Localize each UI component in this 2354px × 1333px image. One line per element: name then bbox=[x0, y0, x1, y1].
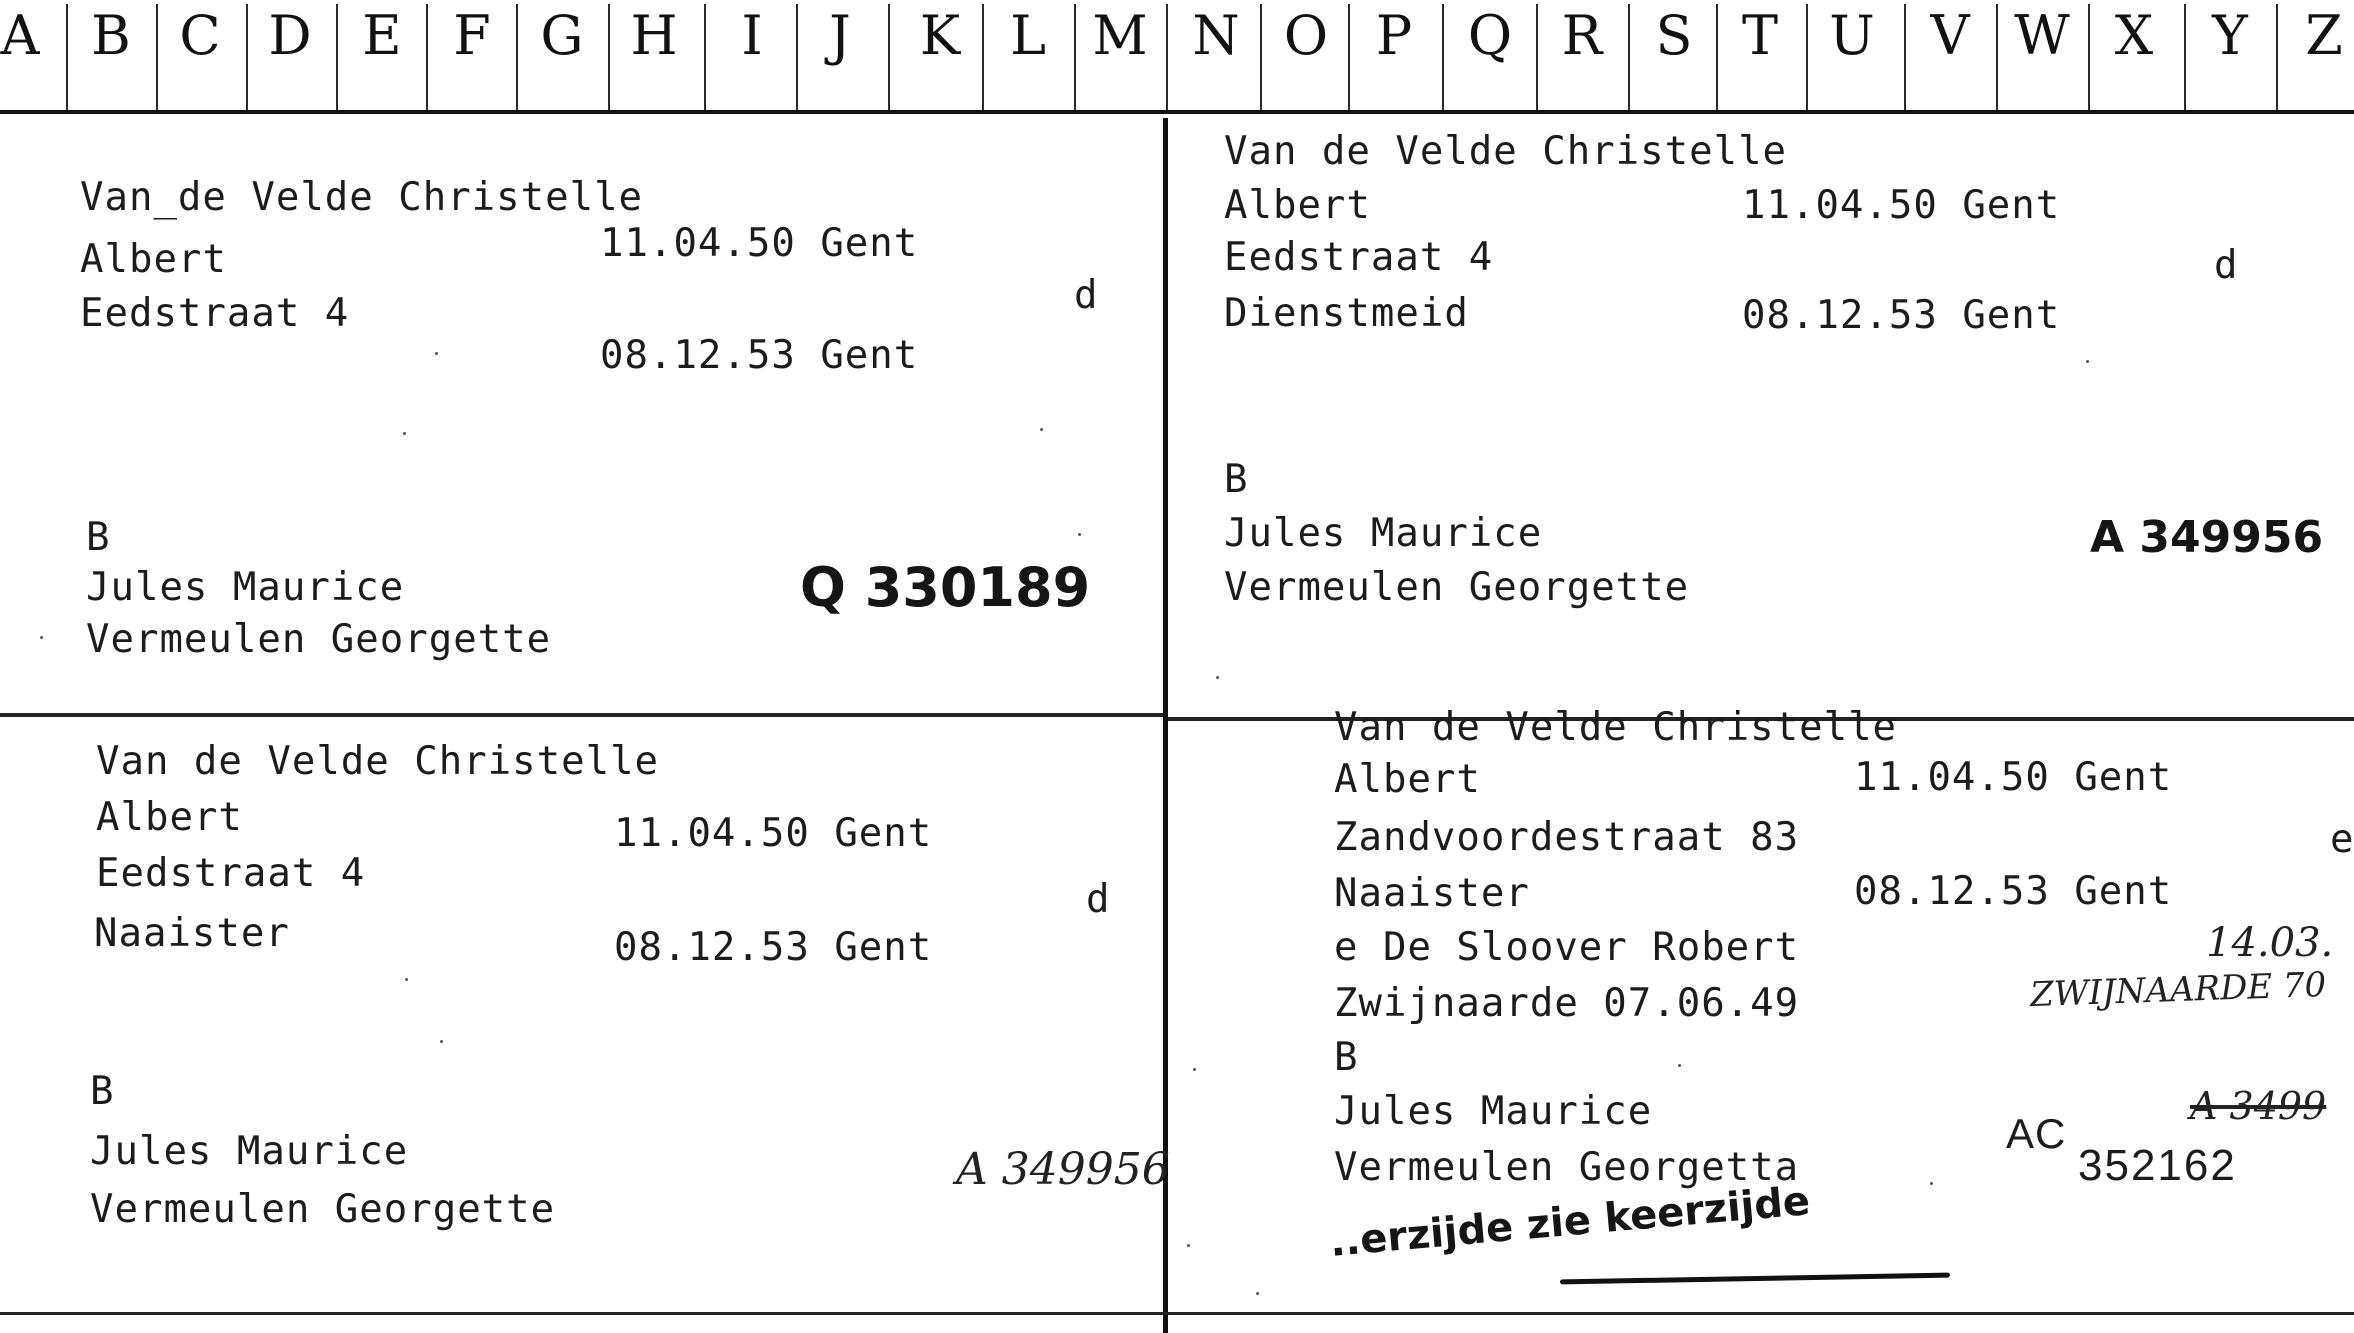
alpha-divider bbox=[516, 4, 518, 110]
alpha-letter: C bbox=[179, 4, 221, 67]
alpha-letter: X bbox=[2114, 4, 2154, 67]
keerzijde-stamp: ..erzijde zie keerzijde bbox=[1327, 1178, 1812, 1266]
alpha-letter: O bbox=[1283, 4, 1329, 67]
alpha-divider bbox=[608, 4, 610, 110]
card-mark: B bbox=[86, 515, 111, 560]
scan-speck bbox=[405, 978, 408, 981]
alpha-divider bbox=[156, 4, 158, 110]
header-rule bbox=[0, 110, 2354, 114]
alpha-divider bbox=[1628, 4, 1630, 110]
card-status: d bbox=[1074, 273, 1099, 318]
card-name: Van de Velde Christelle bbox=[96, 739, 660, 784]
card-number: 352162 bbox=[2078, 1141, 2237, 1190]
alpha-letter: H bbox=[630, 4, 678, 67]
scan-speck bbox=[2086, 360, 2089, 363]
scan-speck bbox=[40, 636, 43, 639]
card-mother: Vermeulen Georgetta bbox=[1334, 1145, 1800, 1190]
card-spouse-birth: Zwijnaarde 07.06.49 bbox=[1334, 981, 1800, 1026]
scan-speck bbox=[440, 1040, 443, 1043]
card-name: Van de Velde Christelle bbox=[1224, 129, 1788, 174]
card-father: Albert bbox=[1334, 757, 1481, 802]
card-spouse: e De Sloover Robert bbox=[1334, 925, 1800, 970]
alpha-divider bbox=[888, 4, 890, 110]
alpha-divider bbox=[704, 4, 706, 110]
alpha-letter: J bbox=[829, 4, 851, 67]
alpha-divider bbox=[2088, 4, 2090, 110]
scan-speck bbox=[1187, 1244, 1190, 1247]
bottom-rule bbox=[0, 1312, 2354, 1315]
alpha-divider bbox=[66, 4, 68, 110]
alpha-letter: M bbox=[1092, 4, 1148, 67]
card-father: Albert bbox=[80, 237, 227, 282]
alpha-letter: Q bbox=[1467, 4, 1513, 67]
card-birth: 11.04.50 Gent bbox=[600, 221, 919, 266]
card-mother: Vermeulen Georgette bbox=[86, 617, 552, 662]
card-father: Albert bbox=[1224, 183, 1371, 228]
alpha-divider bbox=[246, 4, 248, 110]
alpha-letter: D bbox=[268, 4, 312, 67]
card-struck-number: A 3499 bbox=[2190, 1084, 2327, 1128]
alpha-divider bbox=[2184, 4, 2186, 110]
alpha-divider bbox=[1806, 4, 1808, 110]
card-date2: 08.12.53 Gent bbox=[1742, 293, 2061, 338]
card-occupation: Dienstmeid bbox=[1224, 291, 1469, 336]
alpha-letter: L bbox=[1010, 4, 1046, 67]
card-hand-place: ZWIJNAARDE 70 bbox=[2029, 964, 2327, 1016]
card-street: Eedstraat 4 bbox=[96, 851, 366, 896]
card-street: Eedstraat 4 bbox=[1224, 235, 1494, 280]
alpha-divider bbox=[2276, 4, 2278, 110]
alpha-divider bbox=[1716, 4, 1718, 110]
card-date2: 08.12.53 Gent bbox=[614, 925, 933, 970]
alpha-letter: B bbox=[91, 4, 131, 67]
card-birth: 11.04.50 Gent bbox=[614, 811, 933, 856]
card-parents: Jules Maurice bbox=[1334, 1089, 1653, 1134]
alpha-divider bbox=[1166, 4, 1168, 110]
card-mark: B bbox=[1224, 457, 1249, 502]
card-parents: Jules Maurice bbox=[90, 1129, 409, 1174]
card-name: Van_de Velde Christelle bbox=[80, 175, 644, 220]
scan-speck bbox=[1678, 1064, 1681, 1067]
alpha-letter: S bbox=[1655, 4, 1693, 67]
scan-speck bbox=[1193, 1068, 1196, 1071]
alpha-letter: R bbox=[1561, 4, 1603, 67]
card-number: Q 330189 bbox=[800, 556, 1091, 619]
alpha-letter: T bbox=[1741, 4, 1779, 67]
scan-speck bbox=[1216, 676, 1219, 679]
card-occupation: Naaister bbox=[94, 911, 290, 956]
stamp-underline bbox=[1560, 1273, 1950, 1285]
alpha-divider bbox=[336, 4, 338, 110]
alpha-divider bbox=[1904, 4, 1906, 110]
alpha-divider bbox=[796, 4, 798, 110]
card-parents: Jules Maurice bbox=[86, 565, 405, 610]
alpha-letter: V bbox=[1930, 4, 1970, 67]
card-parents: Jules Maurice bbox=[1224, 511, 1543, 556]
alphabet-index-strip bbox=[0, 0, 2354, 78]
card-date2: 08.12.53 Gent bbox=[600, 333, 919, 378]
card-status: d bbox=[1086, 877, 1111, 922]
card-mark: B bbox=[1334, 1035, 1359, 1080]
card-hand-date: 14.03. bbox=[2206, 920, 2334, 966]
card-number: A 349956 bbox=[2090, 512, 2324, 563]
card-birth: 11.04.50 Gent bbox=[1854, 755, 2173, 800]
scan-speck bbox=[403, 432, 406, 435]
alpha-divider bbox=[1348, 4, 1350, 110]
alpha-letter: A bbox=[0, 4, 40, 67]
card-birth: 11.04.50 Gent bbox=[1742, 183, 2061, 228]
alpha-letter: I bbox=[741, 4, 763, 67]
card-prefix: AC bbox=[2006, 1110, 2067, 1157]
alpha-divider bbox=[1996, 4, 1998, 110]
alpha-letter: Z bbox=[2305, 4, 2343, 67]
alpha-letter: K bbox=[919, 4, 961, 67]
card-date2: 08.12.53 Gent bbox=[1854, 869, 2173, 914]
alpha-letter: N bbox=[1192, 4, 1240, 67]
alpha-divider bbox=[1074, 4, 1076, 110]
alpha-letter: G bbox=[540, 4, 584, 67]
card-name: Van de Velde Christelle bbox=[1334, 705, 1898, 750]
alpha-divider bbox=[1536, 4, 1538, 110]
card-street: Eedstraat 4 bbox=[80, 291, 350, 336]
scan-speck bbox=[1078, 533, 1081, 536]
card-father: Albert bbox=[96, 795, 243, 840]
card-street: Zandvoordestraat 83 bbox=[1334, 815, 1800, 860]
alpha-letter: E bbox=[362, 4, 402, 67]
scan-speck bbox=[1040, 428, 1043, 431]
scan-speck bbox=[1930, 1182, 1933, 1185]
alpha-letter: W bbox=[2014, 4, 2070, 67]
alpha-divider bbox=[1442, 4, 1444, 110]
card-number: A 349956 bbox=[956, 1144, 1170, 1195]
alpha-divider bbox=[426, 4, 428, 110]
left-card-divider bbox=[0, 713, 1163, 717]
alpha-letter: Y bbox=[2212, 4, 2248, 67]
card-status: e bbox=[2330, 817, 2354, 862]
card-mother: Vermeulen Georgette bbox=[1224, 565, 1690, 610]
card-status: d bbox=[2214, 243, 2239, 288]
alpha-divider bbox=[982, 4, 984, 110]
alpha-letter: U bbox=[1829, 4, 1875, 67]
scan-speck bbox=[1256, 1292, 1259, 1295]
alpha-divider bbox=[1260, 4, 1262, 110]
scan-speck bbox=[435, 352, 438, 355]
alpha-letter: P bbox=[1375, 4, 1413, 67]
card-occupation: Naaister bbox=[1334, 871, 1530, 916]
alpha-letter: F bbox=[453, 4, 491, 67]
card-mark: B bbox=[90, 1069, 115, 1114]
card-mother: Vermeulen Georgette bbox=[90, 1187, 556, 1232]
